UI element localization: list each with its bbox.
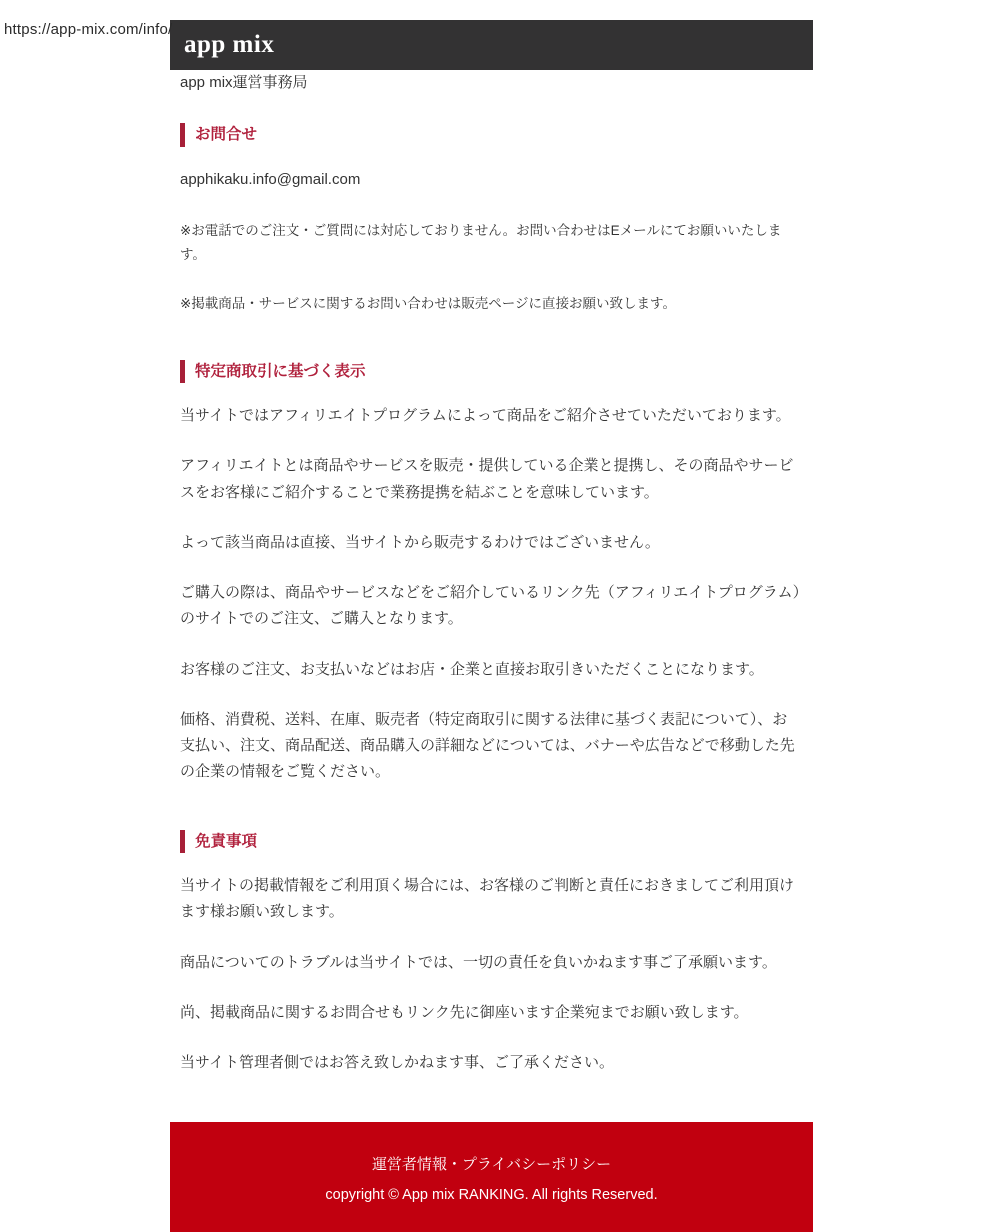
disclaimer-paragraph: 当サイトの掲載情報をご利用頂く場合には、お客様のご判断と責任におきましてご利用頂けます様お願い致します。 — [180, 877, 794, 921]
tokutei-paragraph: よって該当商品は直接、当サイトから販売するわけではございません。 — [180, 533, 660, 551]
tokutei-paragraph: ご購入の際は、商品やサービスなどをご紹介しているリンク先（アフィリエイトプログラム）のサイトでのご注文、ご購入となります。 — [180, 584, 801, 628]
contact-heading: お問合せ — [180, 123, 801, 146]
tokutei-paragraph: 価格、消費税、送料、在庫、販売者（特定商取引に関する法律に基づく表記について）、お支払い、注文、商品配送、商品購入の詳細などについては、バナーや広告などで移動した先の企業の情報をご覧ください。 — [180, 710, 795, 781]
disclaimer-paragraph: 当サイト管理者側ではお答え致しかねます事、ご了承ください。 — [180, 1054, 614, 1071]
copyright-text: copyright © App mix RANKING. All rights Reserved. — [325, 1187, 658, 1204]
operator-intro-text: app mix運営事務局 — [180, 74, 308, 91]
tokutei-heading: 特定商取引に基づく表示 — [180, 360, 801, 383]
contact-email: apphikaku.info@gmail.com — [180, 170, 361, 188]
tokutei-paragraph: お客様のご注文、お支払いなどはお店・企業と直接お取引きいただくことになります。 — [180, 660, 764, 678]
page-url-text: https://app-mix.com/info/ — [4, 21, 173, 38]
site-header — [170, 20, 813, 70]
tokutei-paragraph: 当サイトではアフィリエイトプログラムによって商品をご紹介させていただいております。 — [180, 407, 791, 425]
page-container — [170, 20, 813, 1232]
privacy-policy-link[interactable]: 運営者情報・プライバシーポリシー — [371, 1156, 612, 1174]
disclaimer-paragraph: 尚、掲載商品に関するお問合せもリンク先に御座います企業宛までお願い致します。 — [180, 1003, 749, 1021]
contact-note: ※お電話でのご注文・ご質問には対応しておりません。お問い合わせはEメールにてお願いいたします。 — [180, 222, 782, 262]
disclaimer-paragraph: 商品についてのトラブルは当サイトでは、一切の責任を負いかねます事ご了承願います。 — [180, 953, 777, 971]
main-content — [170, 70, 813, 1076]
site-footer — [170, 1122, 813, 1232]
disclaimer-heading: 免責事項 — [180, 830, 801, 853]
contact-note: ※掲載商品・サービスに関するお問い合わせは販売ページに直接お願い致します。 — [180, 296, 676, 312]
tokutei-paragraph: アフィリエイトとは商品やサービスを販売・提供している企業と提携し、その商品やサービスをお客様にご紹介することで業務提携を結ぶことを意味しています。 — [180, 457, 794, 501]
section-disclaimer — [180, 830, 801, 1077]
site-title[interactable]: app mix — [184, 31, 275, 58]
section-contact — [180, 123, 801, 316]
section-tokutei-shoutorihiki — [180, 360, 801, 786]
